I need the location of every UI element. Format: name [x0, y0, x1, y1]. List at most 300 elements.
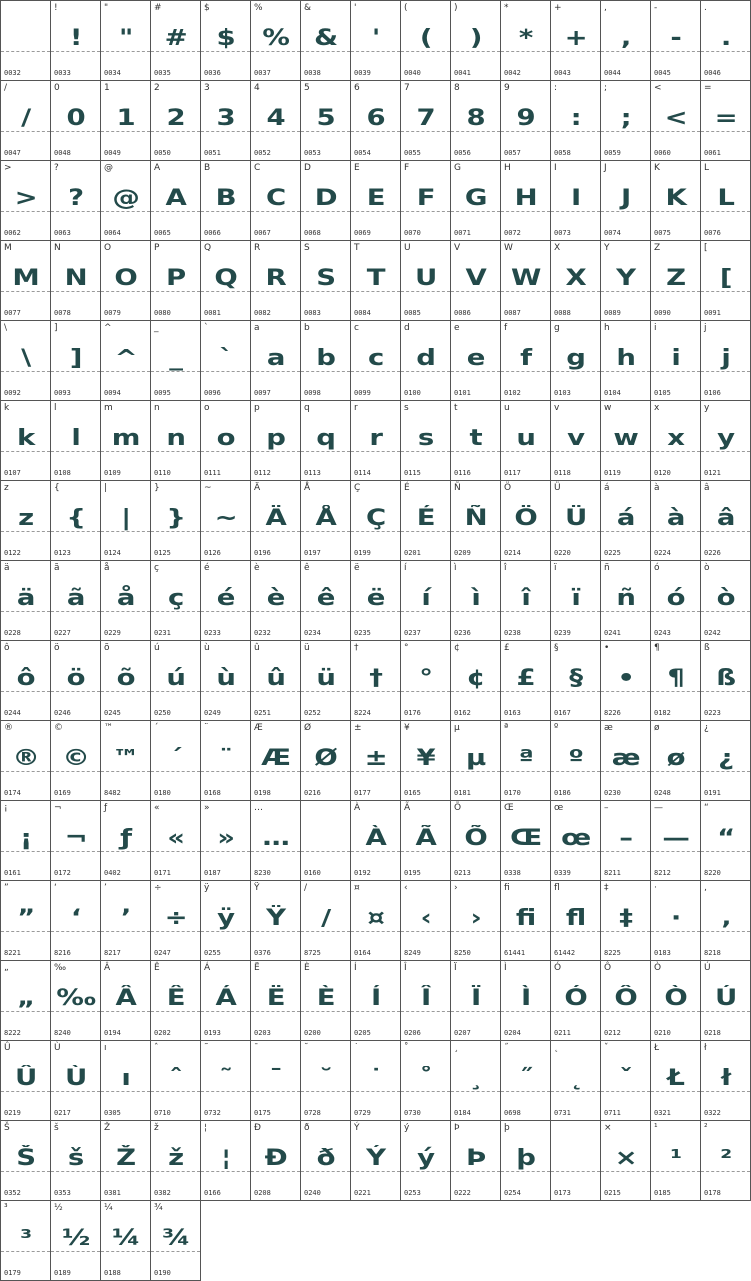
glyph-key-label: V: [454, 243, 461, 253]
glyph-sample: N: [64, 266, 87, 291]
glyph-sample: Ž: [116, 1146, 135, 1171]
glyph-key-label: ¢: [454, 643, 460, 653]
glyph-code: 0106: [704, 389, 721, 397]
glyph-code: 0079: [104, 309, 121, 317]
glyph-key-label: 1: [104, 83, 110, 93]
glyph-sample: 5: [316, 106, 335, 131]
glyph-cell: [601, 481, 651, 561]
glyph-key-label: {: [54, 483, 60, 493]
glyph-cell: [701, 241, 751, 321]
glyph-key-label: ò: [704, 563, 710, 573]
glyph-cell: [151, 1, 201, 81]
glyph-code: 0032: [4, 69, 21, 77]
glyph-cell: [551, 641, 601, 721]
glyph-cell: [251, 1, 301, 81]
glyph-cell: [301, 881, 351, 961]
glyph-key-label: ©: [54, 723, 63, 733]
glyph-code: 0064: [104, 229, 121, 237]
glyph-key-label: ¡: [4, 803, 8, 813]
glyph-code: 0073: [554, 229, 571, 237]
glyph-code: 0208: [254, 1189, 271, 1197]
glyph-code: 0190: [154, 1269, 171, 1277]
glyph-sample: §: [569, 666, 582, 691]
glyph-sample: ﬂ: [565, 906, 586, 931]
glyph-code: 61442: [554, 949, 576, 957]
glyph-cell: [651, 721, 701, 801]
glyph-sample: £: [516, 666, 535, 691]
glyph-sample: ł: [721, 1066, 730, 1091]
glyph-cell: [601, 961, 651, 1041]
glyph-code: 0063: [54, 229, 71, 237]
glyph-code: 0099: [354, 389, 371, 397]
glyph-key-label: Y: [604, 243, 610, 253]
glyph-cell: [551, 401, 601, 481]
glyph-cell: [251, 1121, 301, 1201]
glyph-code: 0212: [604, 1029, 621, 1037]
glyph-code: 0049: [104, 149, 121, 157]
glyph-key-label: ﬁ: [504, 883, 510, 893]
glyph-key-label: u: [504, 403, 510, 413]
glyph-cell: [51, 561, 101, 641]
glyph-key-label: >: [4, 163, 12, 173]
glyph-code: 0121: [704, 469, 721, 477]
glyph-cell: [701, 481, 751, 561]
glyph-cell: [251, 401, 301, 481]
glyph-key-label: ñ: [604, 563, 610, 573]
glyph-sample: ã: [66, 586, 85, 611]
glyph-code: 0076: [704, 229, 721, 237]
glyph-key-label: ›: [454, 883, 458, 893]
glyph-key-label: 8: [454, 83, 460, 93]
glyph-key-label: J: [604, 163, 607, 173]
glyph-cell: [551, 81, 601, 161]
glyph-code: 0199: [354, 549, 371, 557]
glyph-sample: Â: [115, 986, 136, 1011]
glyph-key-label: P: [154, 243, 160, 253]
glyph-key-label: `: [204, 323, 209, 333]
glyph-cell: [301, 801, 351, 881]
glyph-cell: [351, 961, 401, 1041]
glyph-sample: ˝: [519, 1066, 532, 1091]
glyph-sample: ÷: [164, 906, 187, 931]
glyph-cell: [501, 161, 551, 241]
glyph-cell: [401, 1041, 451, 1121]
glyph-key-label: H: [504, 163, 511, 173]
glyph-sample: Ø: [314, 746, 337, 771]
glyph-sample: ]: [69, 346, 82, 371]
glyph-key-label: Ð: [254, 1123, 261, 1133]
glyph-code: 8221: [4, 949, 21, 957]
glyph-sample: Q: [214, 266, 237, 291]
glyph-cell: [651, 961, 701, 1041]
glyph-sample: M: [12, 266, 39, 291]
glyph-key-label: í: [404, 563, 407, 573]
glyph-cell: [251, 881, 301, 961]
glyph-sample: °: [419, 666, 432, 691]
glyph-key-label: ∕: [304, 883, 308, 893]
glyph-key-label: L: [704, 163, 710, 173]
glyph-key-label: þ: [504, 1123, 510, 1133]
glyph-sample: d: [416, 346, 435, 371]
glyph-cell: [201, 641, 251, 721]
glyph-code: 0094: [104, 389, 121, 397]
glyph-sample: ½: [61, 1226, 90, 1251]
glyph-code: 0254: [504, 1189, 521, 1197]
glyph-key-label: ‹: [404, 883, 408, 893]
glyph-code: 8225: [604, 949, 621, 957]
glyph-cell: [1, 561, 51, 641]
glyph-code: 0204: [504, 1029, 521, 1037]
glyph-cell: [551, 1, 601, 81]
glyph-cell: [151, 641, 201, 721]
glyph-sample: å: [116, 586, 135, 611]
glyph-cell: [301, 721, 351, 801]
glyph-code: 0243: [654, 629, 671, 637]
glyph-sample: ø: [666, 746, 685, 771]
glyph-cell: [101, 81, 151, 161]
glyph-code: 0195: [404, 869, 421, 877]
glyph-key-label: 4: [254, 83, 260, 93]
glyph-code: 0039: [354, 69, 371, 77]
glyph-cell: [151, 721, 201, 801]
glyph-code: 0119: [604, 469, 621, 477]
glyph-key-label: b: [304, 323, 310, 333]
glyph-cell: [651, 401, 701, 481]
glyph-sample: ï: [571, 586, 580, 611]
glyph-key-label: <: [654, 83, 662, 93]
glyph-code: 0236: [454, 629, 471, 637]
glyph-code: 0173: [554, 1189, 571, 1197]
glyph-key-label: 3: [204, 83, 210, 93]
glyph-cell: [551, 161, 601, 241]
glyph-code: 0112: [254, 469, 271, 477]
glyph-sample: (: [419, 26, 432, 51]
glyph-code: 0062: [4, 229, 21, 237]
glyph-cell: [51, 881, 101, 961]
glyph-sample: &: [314, 26, 337, 51]
glyph-cell: [401, 81, 451, 161]
glyph-sample: ¹: [670, 1146, 681, 1171]
glyph-sample: }: [166, 506, 185, 531]
glyph-sample: 9: [516, 106, 535, 131]
glyph-sample: æ: [611, 746, 640, 771]
glyph-code: 0226: [704, 549, 721, 557]
glyph-code: 0230: [604, 789, 621, 797]
glyph-sample: Ý: [366, 1146, 385, 1171]
glyph-key-label: —: [654, 803, 663, 813]
glyph-code: 0050: [154, 149, 171, 157]
glyph-code: 0181: [454, 789, 471, 797]
glyph-key-label: ¯: [254, 1043, 259, 1053]
glyph-cell: [201, 81, 251, 161]
glyph-sample: R: [265, 266, 286, 291]
glyph-sample: T: [366, 266, 385, 291]
glyph-key-label: î: [504, 563, 507, 573]
glyph-code: 61441: [504, 949, 526, 957]
glyph-code: 0059: [604, 149, 621, 157]
glyph-code: 0214: [504, 549, 521, 557]
glyph-sample: ´: [169, 746, 182, 771]
glyph-cell: [701, 401, 751, 481]
glyph-key-label: È: [304, 963, 310, 973]
glyph-code: 8224: [354, 709, 371, 717]
glyph-code: 0235: [354, 629, 371, 637]
glyph-key-label: c: [354, 323, 359, 333]
glyph-code: 0234: [304, 629, 321, 637]
glyph-sample: Ÿ: [266, 906, 285, 931]
glyph-sample: ú: [166, 666, 185, 691]
glyph-key-label: Á: [204, 963, 211, 973]
glyph-sample: þ: [516, 1146, 535, 1171]
glyph-code: 0122: [4, 549, 21, 557]
glyph-key-label: :: [554, 83, 558, 93]
glyph-cell: [301, 1, 351, 81]
glyph-key-label: š: [54, 1123, 59, 1133]
glyph-code: 0187: [204, 869, 221, 877]
glyph-sample: ˙: [369, 1066, 382, 1091]
glyph-key-label: °: [404, 643, 409, 653]
glyph-sample: ô: [16, 666, 35, 691]
glyph-cell: [701, 321, 751, 401]
glyph-key-label: ‡: [604, 883, 609, 893]
glyph-cell: [101, 1, 151, 81]
glyph-key-label: “: [704, 803, 709, 813]
glyph-key-label: ˇ: [604, 1043, 609, 1053]
glyph-code: 0056: [454, 149, 471, 157]
glyph-key-label: ù: [204, 643, 210, 653]
glyph-code: 0305: [104, 1109, 121, 1117]
glyph-key-label: ä: [4, 563, 10, 573]
glyph-cell: [601, 1041, 651, 1121]
glyph-code: 0171: [154, 869, 171, 877]
glyph-sample: —: [662, 826, 689, 851]
glyph-sample: +: [564, 26, 587, 51]
glyph-cell: [601, 81, 651, 161]
glyph-code: 0092: [4, 389, 21, 397]
glyph-key-label: ž: [154, 1123, 159, 1133]
glyph-code: 0115: [404, 469, 421, 477]
glyph-key-label: ¦: [204, 1123, 208, 1133]
glyph-cell: [51, 321, 101, 401]
glyph-cell: [651, 881, 701, 961]
glyph-key-label: ": [104, 3, 109, 13]
glyph-sample: B: [215, 186, 236, 211]
glyph-code: 0105: [654, 389, 671, 397]
glyph-code: 0053: [304, 149, 321, 157]
glyph-sample: F: [416, 186, 435, 211]
glyph-cell: [401, 1, 451, 81]
glyph-sample: ©: [62, 746, 89, 771]
glyph-cell: [1, 1041, 51, 1121]
glyph-sample: y: [717, 426, 734, 451]
glyph-key-label: ł: [704, 1043, 707, 1053]
glyph-key-label: ‚: [704, 883, 707, 893]
glyph-key-label: ø: [654, 723, 660, 733]
glyph-sample: Œ: [510, 826, 541, 851]
glyph-key-label: \: [4, 323, 8, 333]
glyph-sample: Ò: [664, 986, 687, 1011]
glyph-code: 0120: [654, 469, 671, 477]
glyph-code: 0110: [154, 469, 171, 477]
glyph-sample: ˆ: [169, 1066, 182, 1091]
glyph-cell: [701, 801, 751, 881]
glyph-key-label: Ä: [254, 483, 261, 493]
glyph-cell: [101, 1041, 151, 1121]
glyph-key-label: .: [704, 3, 707, 13]
glyph-code: 0163: [504, 709, 521, 717]
glyph-code: 0217: [54, 1109, 71, 1117]
glyph-key-label: 6: [354, 83, 360, 93]
glyph-sample: o: [216, 426, 235, 451]
glyph-code: 0072: [504, 229, 521, 237]
glyph-sample: ±: [364, 746, 387, 771]
glyph-sample: 2: [166, 106, 185, 131]
glyph-key-label: Ø: [304, 723, 312, 733]
glyph-key-label: ‘: [54, 883, 57, 893]
glyph-cell: [701, 1121, 751, 1201]
glyph-code: 0051: [204, 149, 221, 157]
glyph-cell: [251, 641, 301, 721]
glyph-cell: [251, 81, 301, 161]
glyph-code: 0069: [354, 229, 371, 237]
glyph-cell: [601, 401, 651, 481]
glyph-cell: [451, 641, 501, 721]
glyph-code: 0101: [454, 389, 471, 397]
glyph-key-label: ™: [104, 723, 113, 733]
glyph-cell: [1, 641, 51, 721]
glyph-code: 0239: [554, 629, 571, 637]
glyph-code: 0167: [554, 709, 571, 717]
glyph-key-label: ³: [4, 1203, 8, 1213]
glyph-key-label: Ý: [354, 1123, 360, 1133]
glyph-cell: [451, 481, 501, 561]
glyph-cell: [601, 641, 651, 721]
glyph-cell: [201, 561, 251, 641]
glyph-key-label: ': [354, 3, 357, 13]
glyph-key-label: (: [404, 3, 408, 13]
glyph-sample: í: [421, 586, 430, 611]
glyph-cell: [451, 81, 501, 161]
glyph-sample: l: [71, 426, 80, 451]
glyph-key-label: º: [554, 723, 559, 733]
glyph-sample: ž: [168, 1146, 183, 1171]
glyph-key-label: Û: [4, 1043, 11, 1053]
glyph-sample: h: [616, 346, 635, 371]
glyph-code: 0123: [54, 549, 71, 557]
glyph-code: 0184: [454, 1109, 471, 1117]
glyph-key-label: ~: [204, 483, 212, 493]
glyph-sample: f: [520, 346, 531, 371]
glyph-sample: v: [567, 426, 584, 451]
glyph-sample: Z: [666, 266, 685, 291]
glyph-key-label: +: [554, 3, 562, 13]
glyph-key-label: }: [154, 483, 160, 493]
glyph-key-label: ˆ: [154, 1043, 159, 1053]
glyph-cell: [451, 801, 501, 881]
glyph-code: 0253: [404, 1189, 421, 1197]
glyph-key-label: ç: [154, 563, 159, 573]
glyph-sample: W: [510, 266, 541, 291]
glyph-key-label: O: [104, 243, 112, 253]
glyph-cell: [401, 881, 451, 961]
glyph-sample: `: [219, 346, 232, 371]
glyph-sample: n: [166, 426, 185, 451]
glyph-sample: |: [121, 506, 130, 531]
glyph-key-label: Ñ: [454, 483, 461, 493]
glyph-code: 0065: [154, 229, 171, 237]
glyph-code: 0200: [304, 1029, 321, 1037]
glyph-code: 0188: [104, 1269, 121, 1277]
glyph-cell: [101, 161, 151, 241]
glyph-sample: w: [613, 426, 638, 451]
glyph-cell: [251, 961, 301, 1041]
glyph-sample: ñ: [616, 586, 635, 611]
glyph-cell: [201, 721, 251, 801]
glyph-code: 0197: [304, 549, 321, 557]
glyph-cell: [501, 321, 551, 401]
glyph-sample: $: [216, 26, 235, 51]
glyph-sample: ª: [518, 746, 533, 771]
glyph-cell: [601, 801, 651, 881]
glyph-cell: [51, 81, 101, 161]
glyph-code: 0089: [604, 309, 621, 317]
glyph-code: 0237: [404, 629, 421, 637]
glyph-code: 0098: [304, 389, 321, 397]
glyph-sample: •: [617, 666, 634, 691]
glyph-cell: [601, 1121, 651, 1201]
glyph-sample: î: [521, 586, 530, 611]
glyph-cell: [201, 1041, 251, 1121]
glyph-sample: X: [565, 266, 586, 291]
glyph-cell: [701, 161, 751, 241]
glyph-cell: [1, 881, 51, 961]
glyph-cell: [701, 641, 751, 721]
glyph-key-label: ”: [4, 883, 9, 893]
baseline-guide: [301, 851, 350, 852]
glyph-cell: [651, 481, 701, 561]
glyph-sample: 8: [466, 106, 485, 131]
glyph-sample: Î: [421, 986, 430, 1011]
glyph-key-label: æ: [604, 723, 613, 733]
glyph-sample: K: [665, 186, 686, 211]
glyph-code: 0242: [704, 629, 721, 637]
glyph-key-label: ?: [54, 163, 59, 173]
glyph-cell: [551, 241, 601, 321]
glyph-code: 0118: [554, 469, 571, 477]
glyph-cell: [101, 561, 151, 641]
glyph-key-label: …: [254, 803, 263, 813]
glyph-code: 0218: [704, 1029, 721, 1037]
glyph-sample: 1: [116, 106, 135, 131]
glyph-sample: L: [717, 186, 734, 211]
glyph-code: 0352: [4, 1189, 21, 1197]
glyph-sample: q: [316, 426, 335, 451]
glyph-sample: ;: [620, 106, 631, 131]
glyph-key-label: Š: [4, 1123, 10, 1133]
glyph-code: 0116: [454, 469, 471, 477]
glyph-sample: C: [266, 186, 285, 211]
glyph-key-label: k: [4, 403, 10, 413]
glyph-code: 0215: [604, 1189, 621, 1197]
glyph-key-label: o: [204, 403, 210, 413]
glyph-key-label: Ł: [654, 1043, 660, 1053]
glyph-cell: [401, 561, 451, 641]
glyph-key-label: ˝: [504, 1043, 509, 1053]
glyph-key-label: Ë: [254, 963, 260, 973]
glyph-sample: Y: [616, 266, 635, 291]
glyph-key-label: Ã: [404, 803, 411, 813]
glyph-cell: [551, 801, 601, 881]
